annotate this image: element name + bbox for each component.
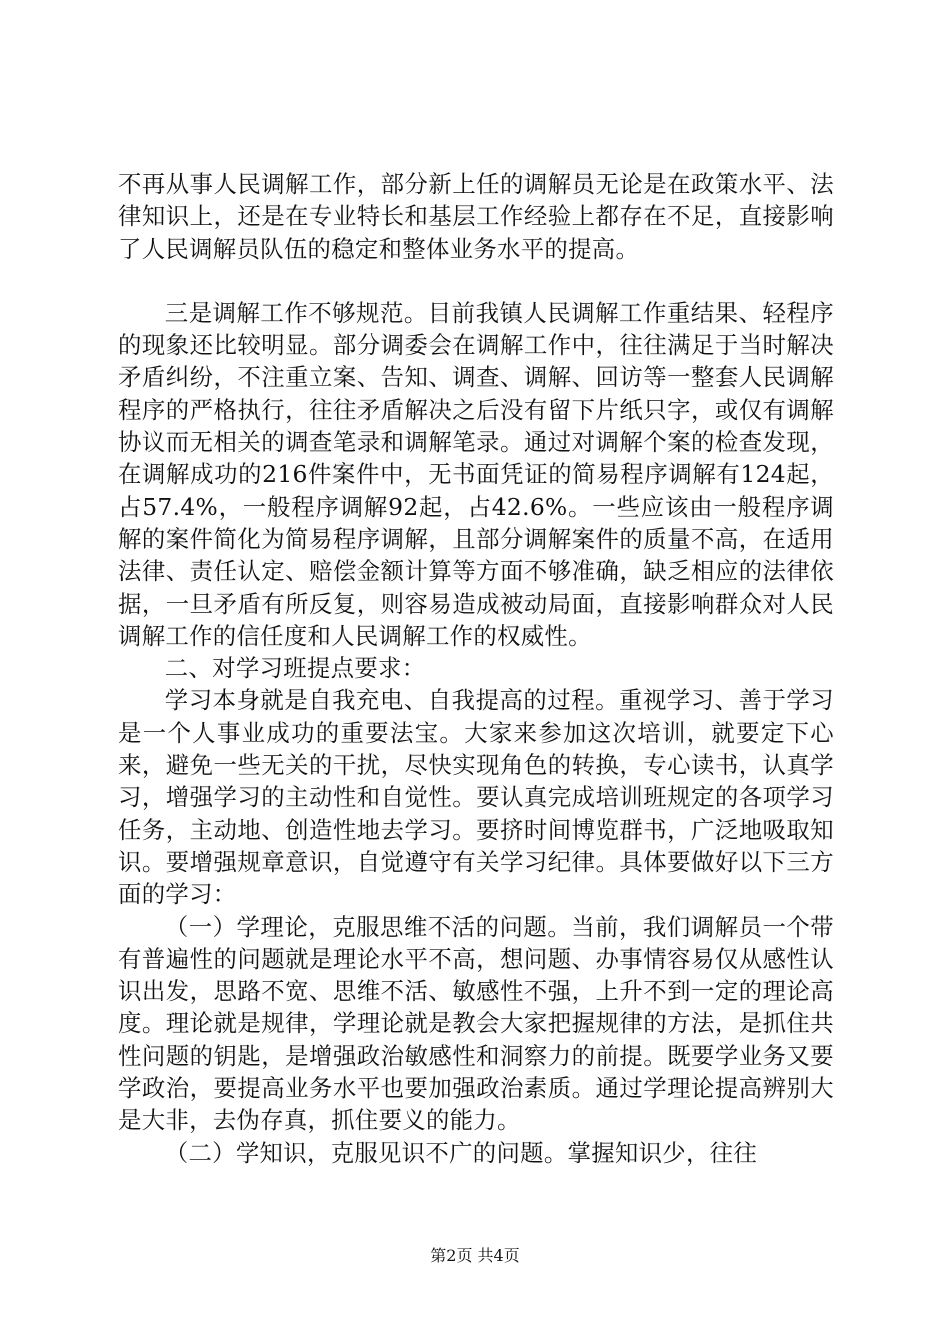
paragraph-continuation: 不再从事人民调解工作，部分新上任的调解员无论是在政策水平、法律知识上，还是在专业特长和基层工作经验上都存在不足，直接影响了人民调解员队伍的稳定和整体业务水平的提高。	[118, 170, 834, 263]
paragraph-study-intro: 学习本身就是自我充电、自我提高的过程。重视学习、善于学习是一个人事业成功的重要法宝。大家来参加这次培训，就要定下心来，避免一些无关的干扰，尽快实现角色的转换，专心读书，认真学习，增强学习的主动性和自觉性。要认真完成培训班规定的各项学习任务，主动地、创造性地去学习。要挤时间博览群书，广泛地吸取知识。要增强规章意识，自觉遵守有关学习纪律。具体要做好以下三方面的学习：	[118, 686, 834, 909]
paragraph-study-knowledge: （二）学知识，克服见识不广的问题。掌握知识少，往往	[164, 1138, 758, 1167]
paragraph-mediation-standards: 三是调解工作不够规范。目前我镇人民调解工作重结果、轻程序的现象还比较明显。部分调委会在调解工作中，往往满足于当时解决矛盾纠纷，不注重立案、告知、调查、调解、回访等一整套人民调解程序的严格执行，往往矛盾解决之后没有留下片纸只字，或仅有调解协议而无相关的调查笔录和调解笔录。通过对调解个案的检查发现，在调解成功的216件案件中，无书面凭证的简易程序调解有124起，占57.4%，一般程序调解92起，占42.6%。一些应该由一般程序调解的案件简化为简易程序调解，且部分调解案件的质量不高，在适用法律、责任认定、赔偿金额计算等方面不够准确，缺乏相应的法律依据，一旦矛盾有所反复，则容易造成被动局面，直接影响群众对人民调解工作的信任度和人民调解工作的权威性。	[118, 298, 834, 650]
document-body	[118, 168, 834, 1169]
section-heading-requirements: 二、对学习班提点要求：	[164, 654, 426, 683]
page-number-footer: 第2页 共4页	[430, 1246, 520, 1265]
paragraph-study-theory: （一）学理论，克服思维不活的问题。当前，我们调解员一个带有普遍性的问题就是理论水平不高，想问题、办事情容易仅从感性认识出发，思路不宽、思维不活、敏感性不强，上升不到一定的理论高度。理论就是规律，学理论就是教会大家把握规律的方法，是抓住共性问题的钥匙，是增强政治敏感性和洞察力的前提。既要学业务又要学政治，要提高业务水平也要加强政治素质。通过学理论提高辨别大是大非，去伪存真，抓住要义的能力。	[118, 912, 834, 1135]
